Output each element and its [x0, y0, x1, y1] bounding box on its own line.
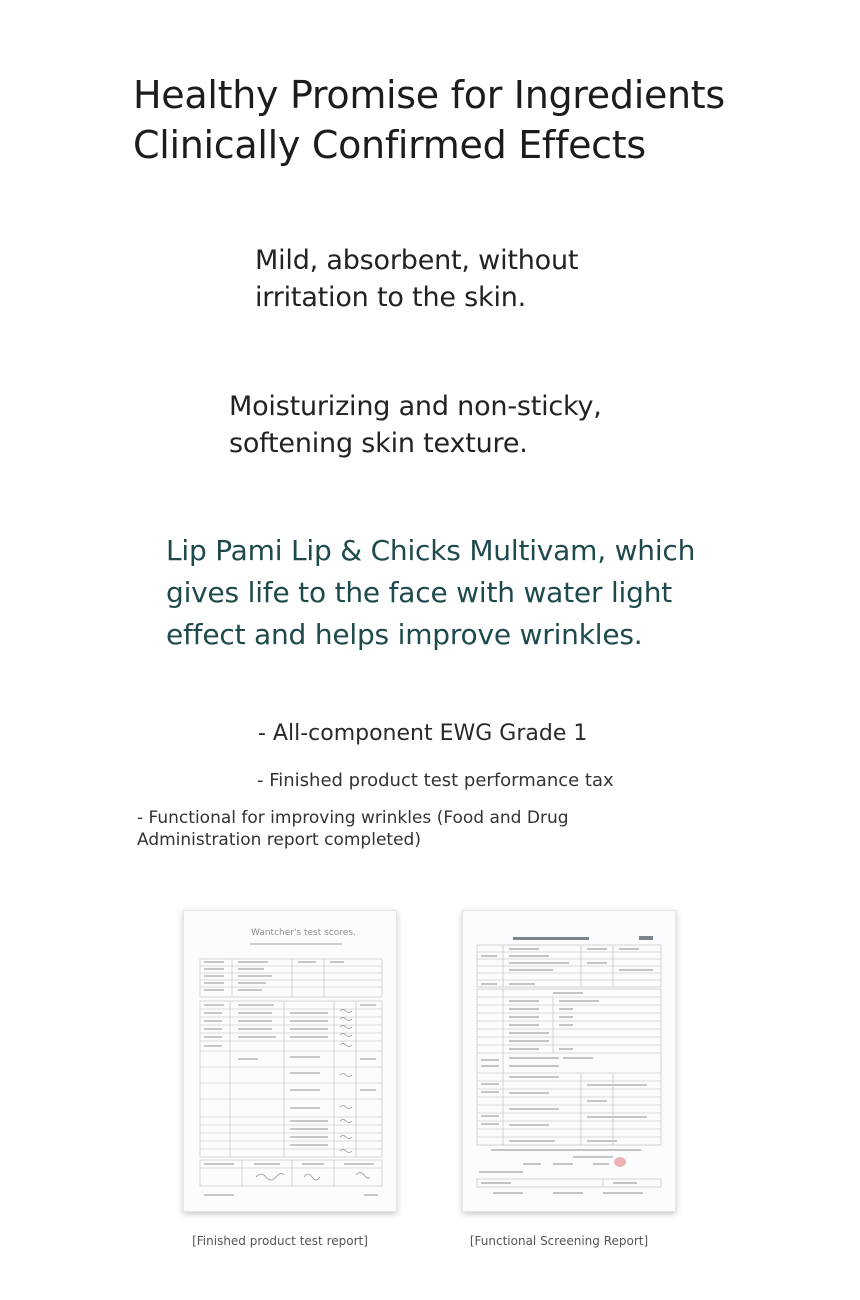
- product-line-3: effect and helps improve wrinkles.: [166, 618, 643, 651]
- report-1-title: Wantcher's test scores.: [251, 928, 356, 938]
- feature-mild-line-1: Mild, absorbent, without: [255, 245, 579, 276]
- functional-screening-report-image: [462, 910, 676, 1212]
- heading-line-2: Clinically Confirmed Effects: [133, 123, 646, 167]
- finished-product-test-report-image: [183, 910, 397, 1212]
- red-seal-stamp: [614, 1157, 626, 1167]
- report-1-table-graphic: [184, 911, 396, 1211]
- caption-finished-product-test-report: [Finished product test report]: [192, 1234, 368, 1248]
- product-description: [166, 530, 806, 656]
- feature-moisturizing-line-1: Moisturizing and non-sticky,: [229, 391, 602, 422]
- bullet-wrinkle-function: - Functional for improving wrinkles (Food and Drug Administration report completed): [137, 808, 569, 850]
- bullet-ewg-grade: - All-component EWG Grade 1: [258, 721, 588, 746]
- product-line-1: Lip Pami Lip & Chicks Multivam, which: [166, 534, 696, 567]
- product-line-2: gives life to the face with water light: [166, 576, 673, 609]
- caption-functional-screening-report: [Functional Screening Report]: [469, 1234, 649, 1248]
- report-2-table-graphic: [463, 911, 675, 1211]
- feature-moisturizing: [229, 388, 602, 462]
- page-heading: [133, 70, 773, 170]
- feature-moisturizing-line-2: softening skin texture.: [229, 428, 528, 459]
- feature-mild-line-2: irritation to the skin.: [255, 282, 527, 313]
- bullet-product-test: - Finished product test performance tax: [257, 770, 614, 791]
- heading-line-1: Healthy Promise for Ingredients: [133, 73, 725, 117]
- feature-mild: [255, 242, 578, 316]
